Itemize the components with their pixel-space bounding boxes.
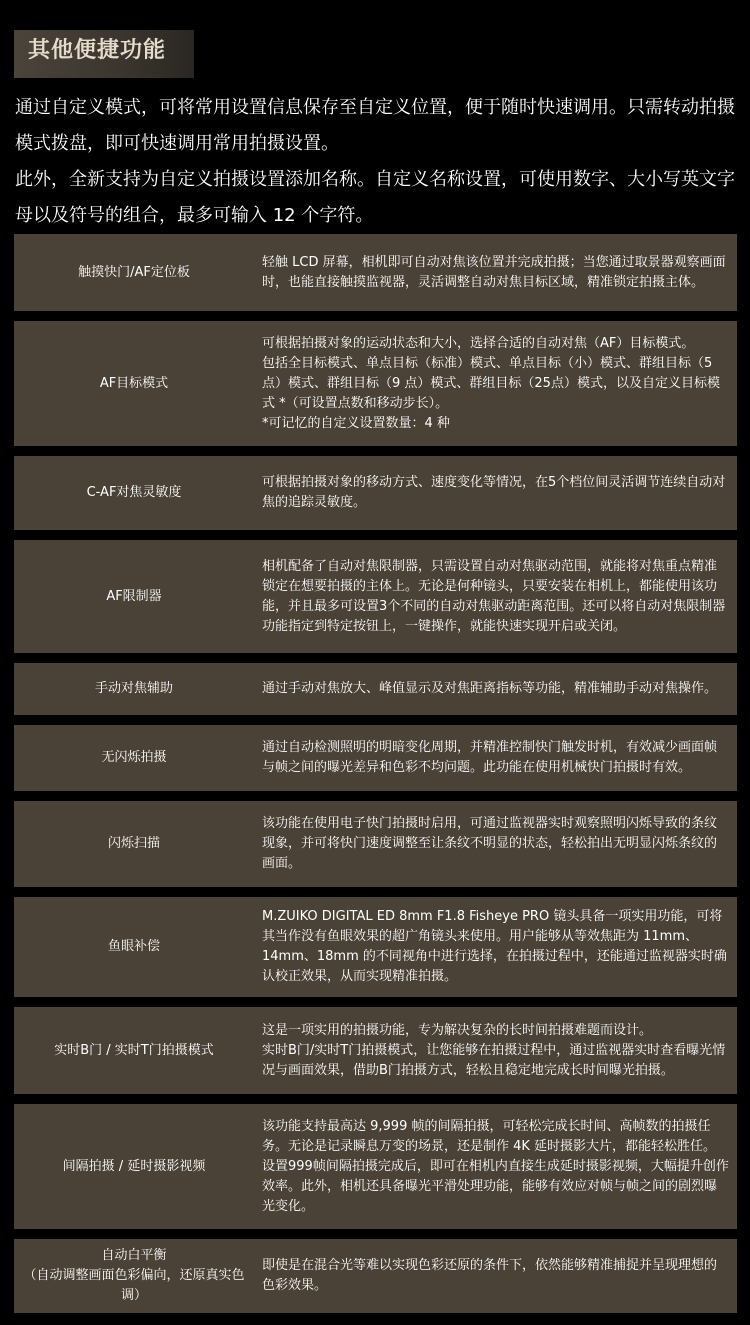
feature-label: AF目标模式	[99, 375, 169, 391]
feature-description-line: 该功能在使用电子快门拍摄时启用，可通过监视器实时观察照明闪烁导致的条纹现象，并可将快门速度调整至让条纹不明显的状态，轻松拍出无明显闪烁条纹的画面。	[262, 816, 718, 871]
feature-description-line: 通过手动对焦放大、峰值显示及对焦距离指标等功能，精准辅助手动对焦操作。	[262, 681, 718, 696]
feature-description	[254, 1007, 737, 1095]
feature-description	[254, 1103, 737, 1231]
feature-description	[254, 543, 737, 651]
feature-label: 间隔拍摄 / 延时摄影视频	[62, 1158, 206, 1174]
intro-text	[15, 90, 740, 234]
feature-description-line: 包括全目标模式、单点目标（标准）模式、单点目标（小）模式、群组目标（5点）模式、群组目标（9 点）模式、群组目标（25点）模式，以及自定义目标模式 *（可设置点数和移动步长）。	[262, 355, 720, 411]
feature-description-line: 设置999帧间隔拍摄完成后，即可在相机内直接生成延时摄影视频，大幅提升创作效率。此外，相机还具备曝光平滑处理功能，能够有效应对帧与帧之间的剧烈曝光变化。	[262, 1158, 729, 1214]
feature-description-line: 可根据拍摄对象的移动方式、速度变化等情况，在5个档位间灵活调节连续自动对焦的追踪灵敏度。	[262, 475, 726, 510]
intro-paragraph-2: 此外，全新支持为自定义拍摄设置添加名称。自定义名称设置，可使用数字、大小写英文字母以及符号的组合，最多可输入 12 个字符。	[15, 169, 735, 226]
feature-label: 手动对焦辅助	[94, 681, 173, 696]
feature-description	[254, 1242, 737, 1310]
feature-description	[254, 893, 737, 1001]
feature-description-line: 实时B门/实时T门拍摄模式，让您能够在拍摄过程中，通过监视器实时查看曝光情况与画面效果，借助B门拍摄方式，轻松且稳定地完成长时间曝光拍摄。	[262, 1042, 726, 1078]
feature-row	[14, 456, 737, 530]
feature-label: C-AF对焦灵敏度	[86, 485, 182, 500]
feature-description-line: 轻触 LCD 屏幕，相机即可自动对焦该位置并完成拍摄；当您通过取景器观察画面时，也能直接触摸监视器，灵活调整自动对焦目标区域，精准锁定拍摄主体。	[262, 254, 726, 290]
feature-description-line: 这是一项实用的拍摄功能，专为解决复杂的长时间拍摄难题而设计。	[262, 1022, 653, 1038]
feature-table	[14, 234, 737, 1323]
feature-label: 闪烁扫描	[107, 836, 160, 851]
feature-description-line: 通过自动检测照明的明暗变化周期，并精准控制快门触发时机，有效减少画面帧与帧之间的曝光差异和色彩不均问题。此功能在使用机械快门拍摄时有效。	[262, 740, 718, 775]
feature-description	[254, 459, 737, 527]
feature-label-title: 自动白平衡	[101, 1248, 167, 1263]
feature-description-line: 相机配备了自动对焦限制器，只需设置自动对焦驱动范围，就能将对焦重点精准锁定在想要拍摄的主体上。无论是何种镜头，只要安装在相机上，都能使用该功能，并且最多可设置3个不同的自动对焦驱动距离范围。还可以将自动对焦限制器功能指定到特定按钮上，一键操作，就能快速实现开启或关闭。	[262, 558, 726, 634]
intro-paragraph-1: 通过自定义模式，可将常用设置信息保存至自定义位置，便于随时快速调用。只需转动拍摄模式拨盘，即可快速调用常用拍摄设置。	[15, 97, 735, 154]
feature-label: 鱼眼补偿	[107, 939, 160, 954]
feature-description	[254, 724, 737, 792]
feature-description	[254, 800, 737, 888]
feature-row	[14, 540, 737, 653]
feature-row	[14, 897, 737, 997]
feature-label: 无闪烁拍摄	[101, 750, 167, 765]
feature-description-line: 即使是在混合光等难以实现色彩还原的条件下，依然能够精准捕捉并呈现理想的色彩效果。	[262, 1258, 718, 1293]
feature-label: 实时B门 / 实时T门拍摄模式	[54, 1042, 214, 1058]
feature-row	[14, 234, 737, 311]
feature-row	[14, 1239, 737, 1313]
feature-label: AF限制器	[106, 588, 162, 604]
feature-description-line: 该功能支持最高达 9,999 帧的间隔拍摄，可轻松完成长时间、高帧数的拍摄任务。无论是记录瞬息万变的场景，还是制作 4K 延时摄影大片，都能轻松胜任。	[262, 1118, 717, 1154]
feature-label: 触摸快门/AF定位板	[78, 264, 190, 280]
section-title: 其他便捷功能	[28, 38, 167, 63]
feature-row	[14, 321, 737, 446]
feature-row	[14, 1007, 737, 1094]
feature-description-line: 可根据拍摄对象的运动状态和大小，选择合适的自动对焦（AF）目标模式。	[262, 335, 695, 351]
feature-row	[14, 663, 737, 715]
feature-label-subtitle: （自动调整画面色彩偏向，还原真实色调）	[23, 1268, 245, 1303]
feature-description	[254, 320, 737, 448]
feature-description-line: M.ZUIKO DIGITAL ED 8mm F1.8 Fisheye PRO 镜头具备一项实用功能，可将其当作没有鱼眼效果的超广角镜头来使用。用户能够从等效焦距为 11mm、14mm、18mm 的不同视角中进行选择，在拍摄过程中，还能通过监视器实时确认校正效果，从而实现精准拍摄。	[262, 909, 727, 984]
feature-description-line: *可记忆的自定义设置数量：4 种	[262, 415, 450, 431]
feature-description	[254, 665, 737, 713]
feature-row	[14, 725, 737, 791]
feature-description	[254, 239, 737, 307]
feature-row	[14, 1104, 737, 1229]
feature-label	[14, 1246, 254, 1306]
feature-row	[14, 801, 737, 887]
